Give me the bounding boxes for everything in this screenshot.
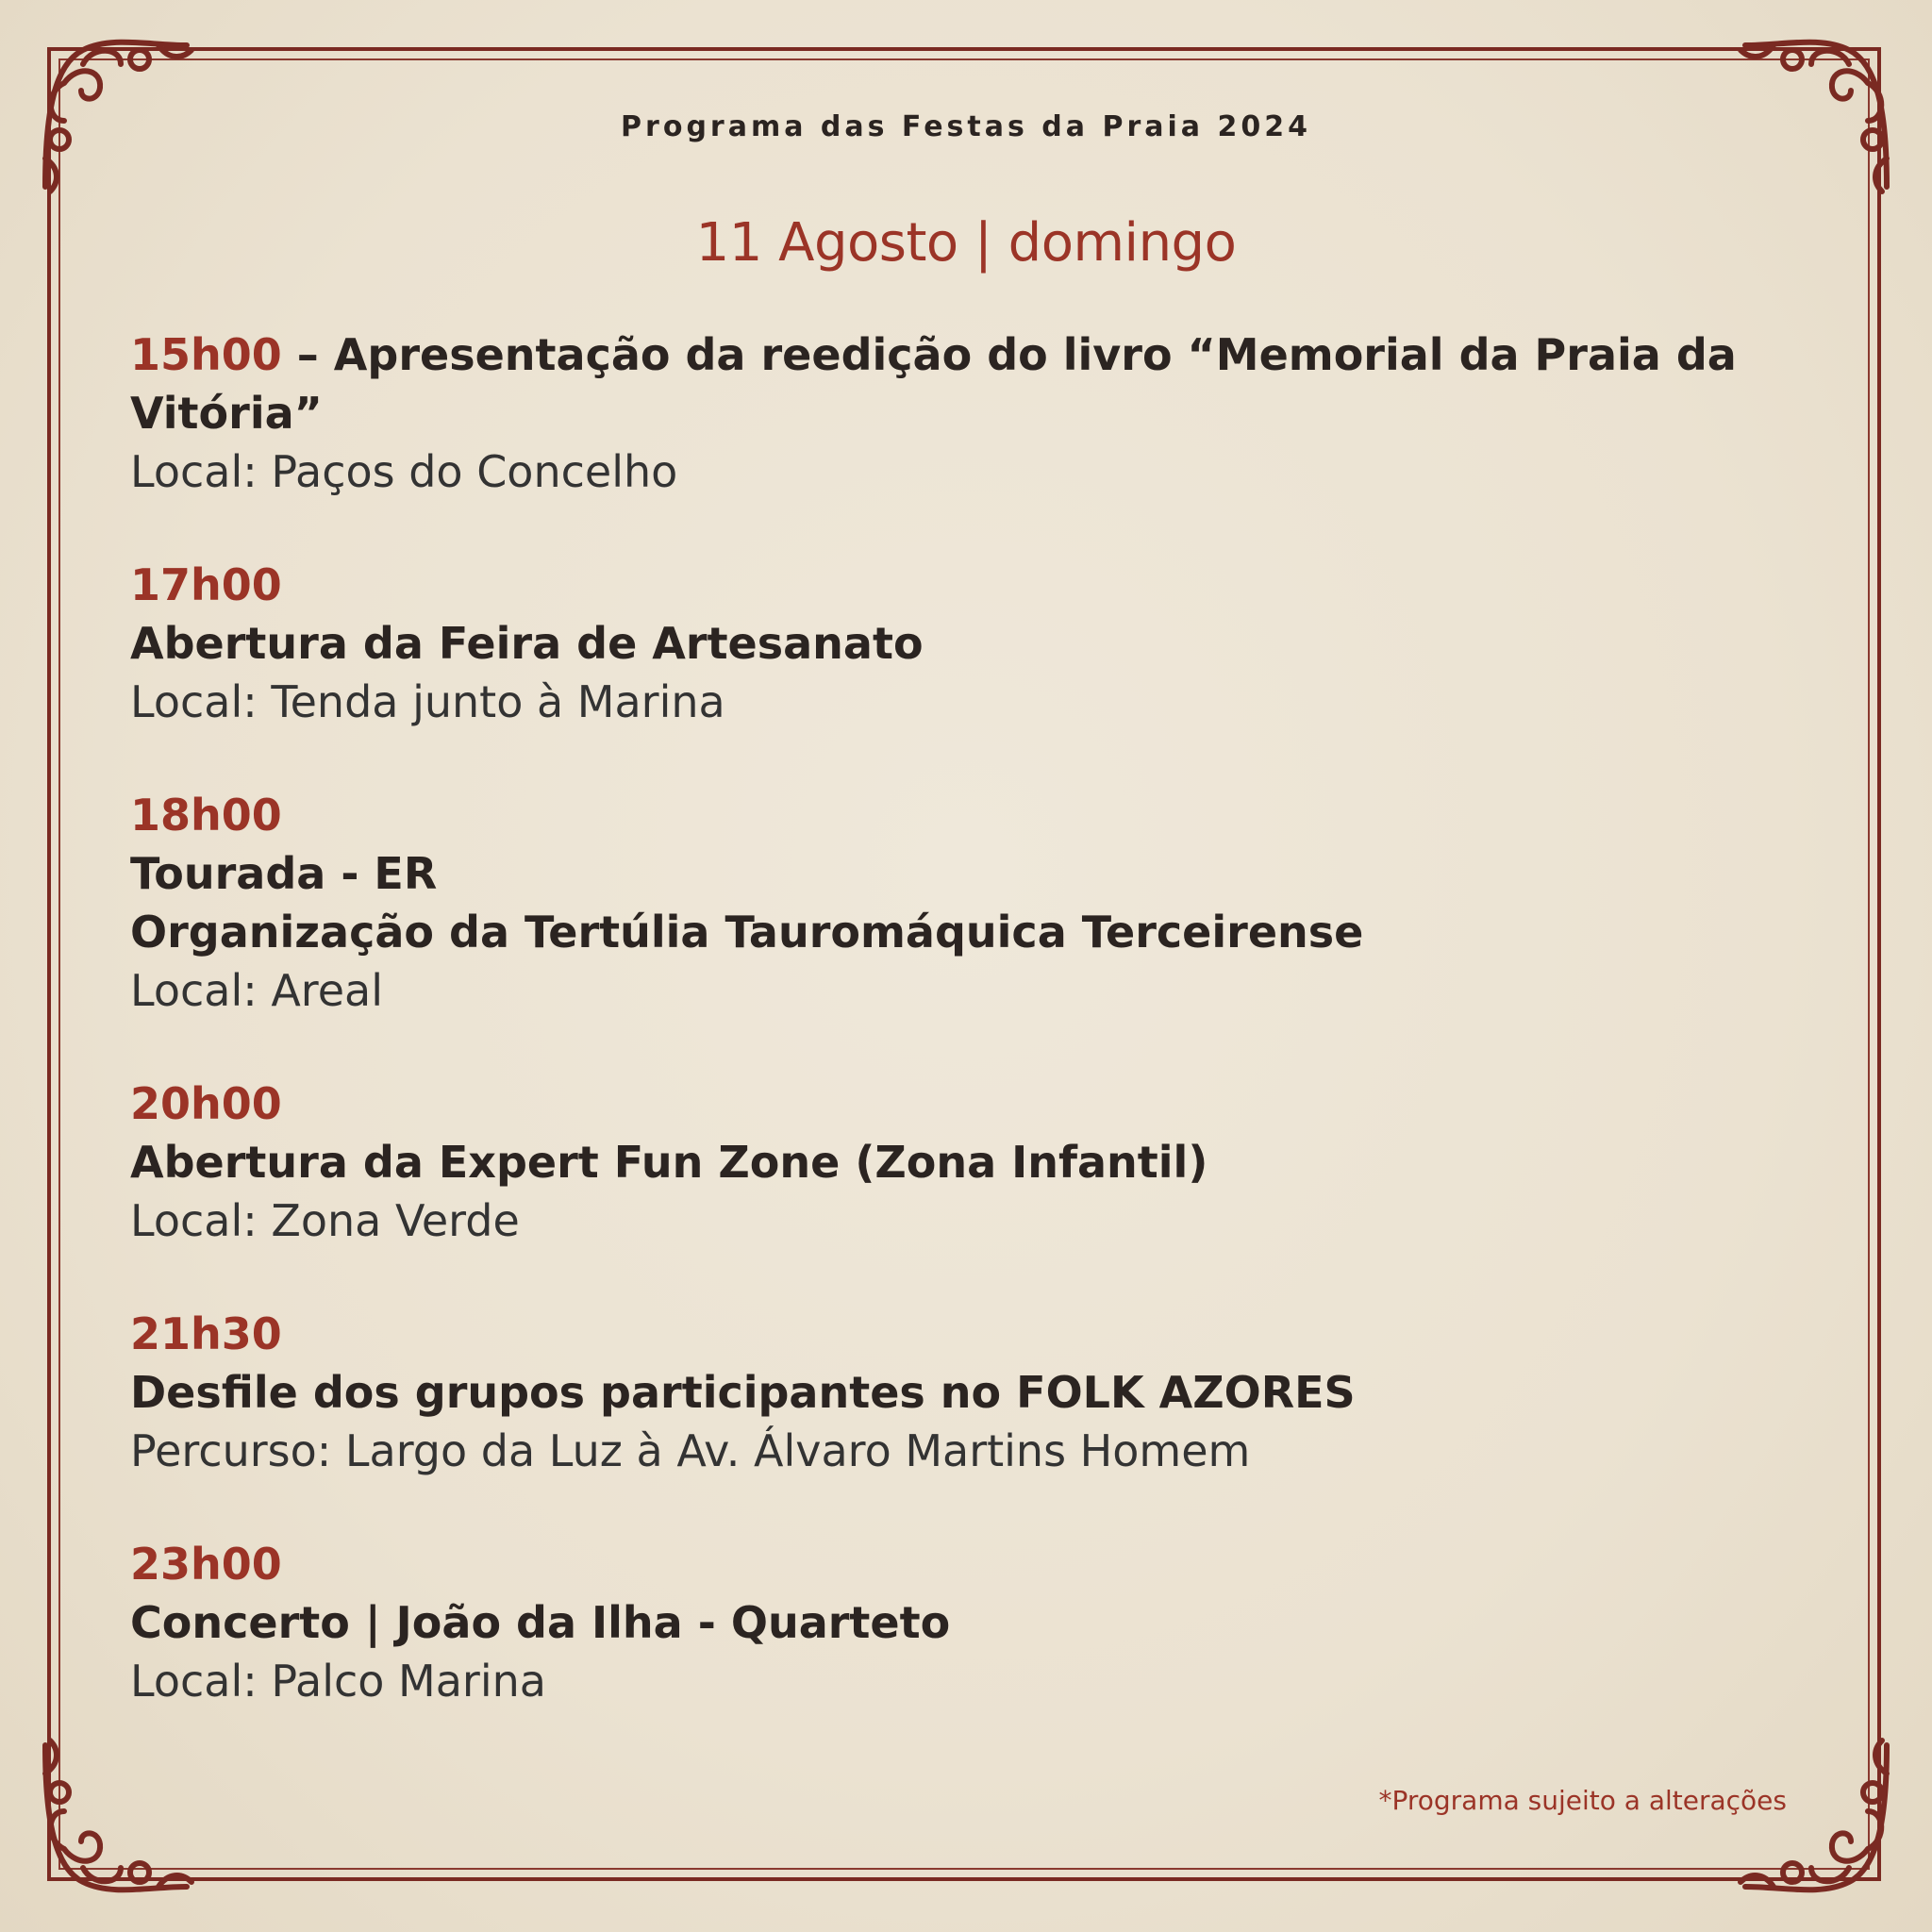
program-header: Programa das Festas da Praia 2024 [621, 110, 1311, 143]
event-list [130, 325, 1828, 1765]
event-time: 23h00 [130, 1539, 282, 1590]
event-title-continued: Vitória” [130, 388, 323, 439]
event-location: Percurso: Largo da Luz à Av. Álvaro Martins Homem [130, 1425, 1251, 1476]
event-time: 21h30 [130, 1308, 282, 1359]
event-title: Desfile dos grupos participantes no FOLK AZORES [130, 1367, 1356, 1418]
event-item [130, 1535, 1828, 1710]
event-title [130, 325, 1828, 384]
event-title: Abertura da Feira de Artesanato [130, 618, 924, 669]
event-date: 11 Agosto | domingo [695, 212, 1237, 274]
event-title-text: – Apresentação da reedição do livro “Memorial da Praia da [281, 329, 1737, 380]
event-title: Abertura da Expert Fun Zone (Zona Infantil) [130, 1137, 1208, 1188]
event-subtitle: Organização da Tertúlia Tauromáquica Terceirense [130, 907, 1364, 958]
event-title: Tourada - ER [130, 848, 438, 899]
event-item [130, 1305, 1828, 1480]
event-location: Local: Areal [130, 965, 383, 1016]
event-item [130, 556, 1828, 731]
event-item [130, 325, 1828, 501]
event-location: Local: Palco Marina [130, 1656, 546, 1707]
event-item [130, 1074, 1828, 1250]
event-time: 15h00 [130, 329, 282, 380]
event-time: 20h00 [130, 1078, 282, 1129]
event-location: Local: Paços do Concelho [130, 446, 678, 497]
disclaimer-note: *Programa sujeito a alterações [1378, 1785, 1787, 1816]
event-location: Local: Tenda junto à Marina [130, 676, 725, 727]
event-time: 18h00 [130, 790, 282, 841]
event-time: 17h00 [130, 559, 282, 610]
event-title: Concerto | João da Ilha - Quarteto [130, 1597, 951, 1648]
event-location: Local: Zona Verde [130, 1195, 520, 1246]
event-item [130, 786, 1828, 1020]
